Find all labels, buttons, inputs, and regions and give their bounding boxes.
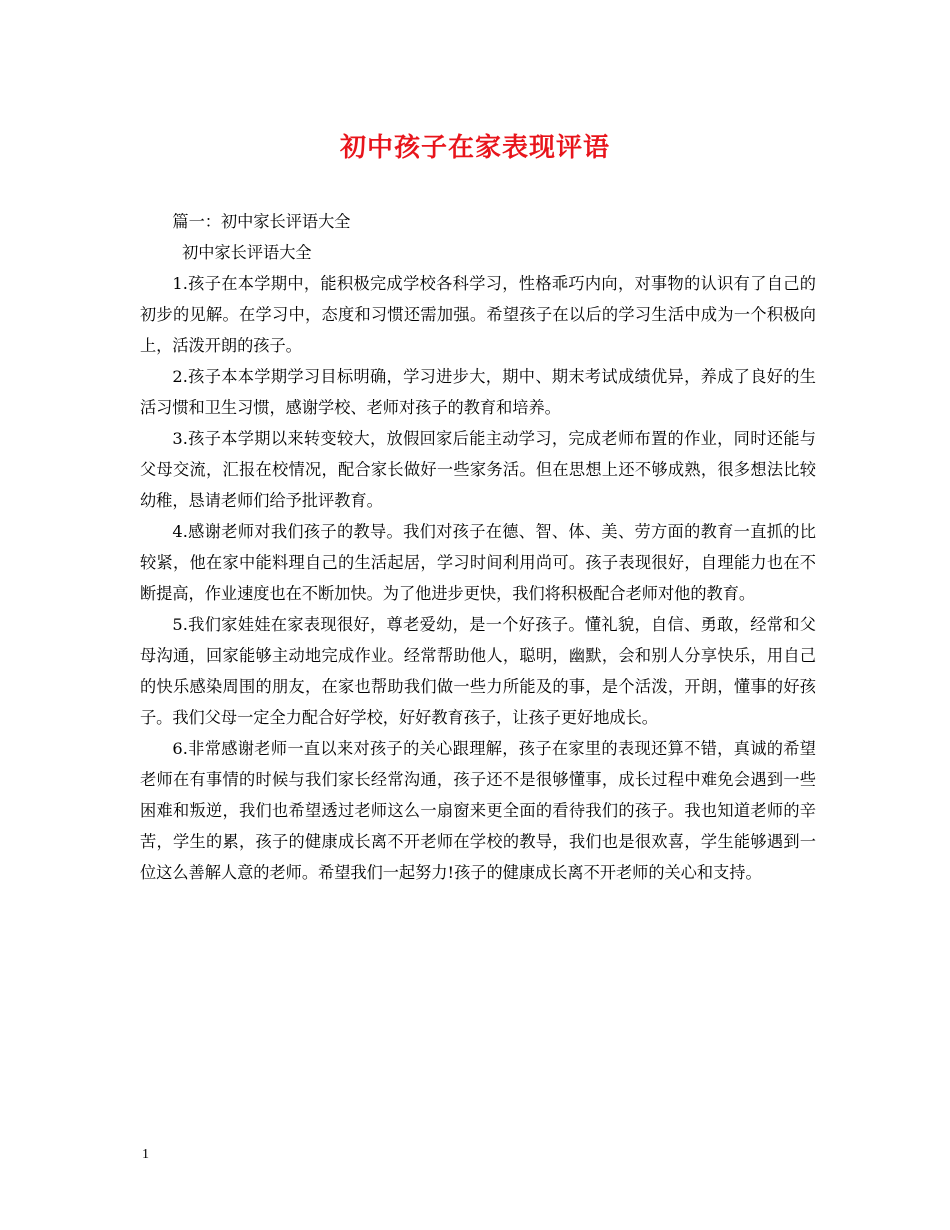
document-body: [140, 206, 816, 888]
paragraph-3: 3.孩子本学期以来转变较大，放假回家后能主动学习，完成老师布置的作业，同时还能与父母交流，汇报在校情况，配合家长做好一些家务活。但在思想上还不够成熟，很多想法比较幼稚，恳请老师们给予批评教育。: [140, 429, 816, 510]
section-heading: 篇一：初中家长评语大全: [172, 212, 351, 231]
paragraph-2: 2.孩子本本学期学习目标明确，学习进步大，期中、期末考试成绩优异，养成了良好的生活习惯和卫生习惯，感谢学校、老师对孩子的教育和培养。: [140, 367, 816, 417]
paragraph-5: 5.我们家娃娃在家表现很好，尊老爱幼，是一个好孩子。懂礼貌，自信、勇敢，经常和父母沟通，回家能够主动地完成作业。经常帮助他人，聪明，幽默，会和别人分享快乐，用自己的快乐感染周围的朋友，在家也帮助我们做一些力所能及的事，是个活泼，开朗，懂事的好孩子。我们父母一定全力配合好学校，好好教育孩子，让孩子更好地成长。: [140, 615, 816, 727]
paragraph-6: 6.非常感谢老师一直以来对孩子的关心跟理解，孩子在家里的表现还算不错，真诚的希望老师在有事情的时候与我们家长经常沟通，孩子还不是很够懂事，成长过程中难免会遇到一些困难和叛逆，我们也希望透过老师这么一扇窗来更全面的看待我们的孩子。我也知道老师的辛苦，学生的累，孩子的健康成长离不开老师在学校的教导，我们也是很欢喜，学生能够遇到一位这么善解人意的老师。希望我们一起努力!孩子的健康成长离不开老师的关心和支持。: [140, 739, 816, 882]
paragraph-4: 4.感谢老师对我们孩子的教导。我们对孩子在德、智、体、美、劳方面的教育一直抓的比较紧，他在家中能料理自己的生活起居，学习时间利用尚可。孩子表现很好，自理能力也在不断提高，作业速度也在不断加快。为了他进步更快，我们将积极配合老师对他的教育。: [140, 522, 816, 603]
document-title: 初中孩子在家表现评语: [339, 133, 610, 163]
sub-heading: 初中家长评语大全: [182, 243, 312, 262]
paragraph-1: 1.孩子在本学期中，能积极完成学校各科学习，性格乖巧内向，对事物的认识有了自己的初步的见解。在学习中，态度和习惯还需加强。希望孩子在以后的学习生活中成为一个积极向上，活泼开朗的孩子。: [140, 274, 816, 355]
page-number: 1: [142, 1147, 149, 1162]
